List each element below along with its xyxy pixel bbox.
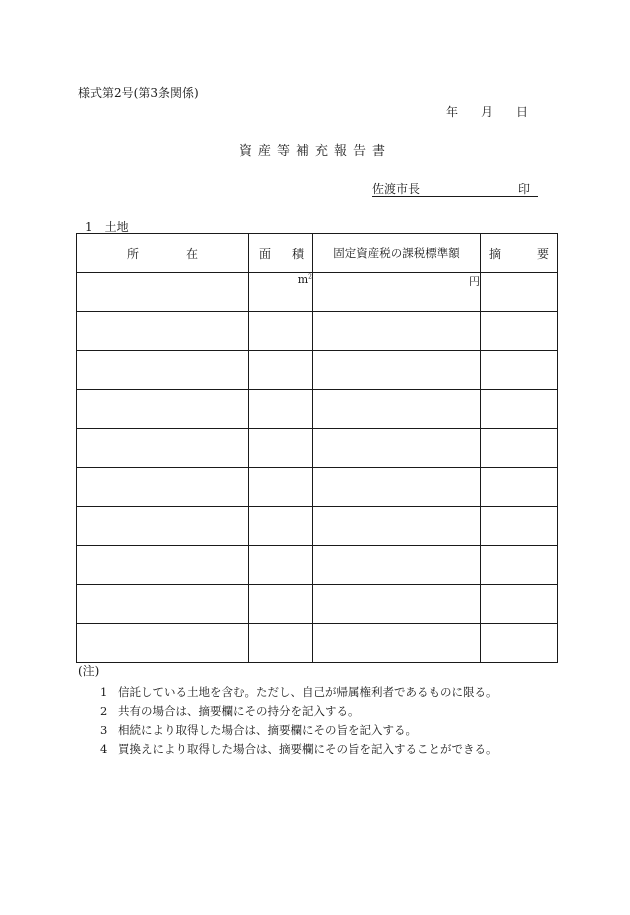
table-row (77, 351, 558, 390)
location-cell[interactable] (77, 585, 249, 624)
header-location-b: 在 (185, 246, 198, 261)
area-cell[interactable] (249, 312, 313, 351)
yen-unit: 円 (469, 275, 480, 288)
tax-base-cell[interactable] (313, 273, 481, 312)
area-cell[interactable] (249, 585, 313, 624)
date-month-label: 月 (481, 105, 494, 119)
table-row (77, 624, 558, 663)
tax-base-cell[interactable] (313, 429, 481, 468)
note-number: 4 (100, 742, 108, 756)
area-cell[interactable] (249, 429, 313, 468)
remarks-cell[interactable] (481, 546, 558, 585)
tax-base-cell[interactable] (313, 468, 481, 507)
note-item (100, 740, 498, 759)
tax-base-cell[interactable] (313, 507, 481, 546)
remarks-cell[interactable] (481, 390, 558, 429)
header-location-a: 所 (127, 246, 140, 261)
remarks-cell[interactable] (481, 312, 558, 351)
table-row (77, 429, 558, 468)
table-row (77, 585, 558, 624)
tax-base-cell[interactable] (313, 546, 481, 585)
note-number: 2 (100, 704, 108, 718)
table-row (77, 390, 558, 429)
tax-base-cell[interactable] (313, 312, 481, 351)
tax-base-cell[interactable] (313, 351, 481, 390)
remarks-cell[interactable] (481, 273, 558, 312)
note-item (100, 702, 498, 721)
form-number: 様式第2号(第3条関係) (78, 86, 199, 100)
document-title: 資産等補充報告書 (238, 144, 391, 159)
area-cell[interactable] (249, 351, 313, 390)
header-remarks (481, 234, 558, 273)
location-cell[interactable] (77, 429, 249, 468)
table-header-row (77, 234, 558, 273)
note-text: 信託している土地を含む。ただし、自己が帰属権利者であるものに限る。 (118, 685, 498, 699)
note-item (100, 683, 498, 702)
table-row (77, 312, 558, 351)
table-row (77, 468, 558, 507)
location-cell[interactable] (77, 351, 249, 390)
header-area-a: 面 (259, 246, 272, 261)
seal-mark: 印 (517, 182, 530, 196)
remarks-cell[interactable] (481, 351, 558, 390)
header-area-b: 積 (291, 246, 304, 261)
date-year-label: 年 (446, 105, 459, 119)
note-number: 3 (100, 723, 108, 737)
remarks-cell[interactable] (481, 585, 558, 624)
area-cell[interactable] (249, 507, 313, 546)
signature-line (372, 180, 538, 197)
header-tax-base: 固定資産税の課税標準額 (313, 234, 481, 273)
area-cell[interactable] (249, 546, 313, 585)
location-cell[interactable] (77, 468, 249, 507)
location-cell[interactable] (77, 312, 249, 351)
note-text: 共有の場合は、摘要欄にその持分を記入する。 (118, 704, 360, 718)
note-item (100, 721, 498, 740)
location-cell[interactable] (77, 546, 249, 585)
tax-base-cell[interactable] (313, 624, 481, 663)
note-text: 買換えにより取得した場合は、摘要欄にその旨を記入することができる。 (118, 742, 498, 756)
land-table (76, 233, 558, 663)
location-cell[interactable] (77, 273, 249, 312)
remarks-cell[interactable] (481, 624, 558, 663)
addressee: 佐渡市長 (372, 182, 421, 196)
header-area (249, 234, 313, 273)
tax-base-cell[interactable] (313, 585, 481, 624)
header-location (77, 234, 249, 273)
area-unit: m (297, 273, 309, 286)
header-remarks-b: 要 (536, 246, 549, 261)
area-cell[interactable] (249, 468, 313, 507)
area-unit-sup: 2 (308, 273, 312, 281)
section-heading: 1 土地 (85, 220, 129, 234)
location-cell[interactable] (77, 624, 249, 663)
header-remarks-a: 摘 (489, 246, 502, 261)
area-cell[interactable] (249, 390, 313, 429)
remarks-cell[interactable] (481, 429, 558, 468)
table-row (77, 546, 558, 585)
notes-list (100, 683, 498, 759)
table-row (77, 507, 558, 546)
tax-base-cell[interactable] (313, 390, 481, 429)
remarks-cell[interactable] (481, 507, 558, 546)
area-cell[interactable] (249, 624, 313, 663)
note-text: 相続により取得した場合は、摘要欄にその旨を記入する。 (118, 723, 417, 737)
date-day-label: 日 (516, 105, 529, 119)
table-row (77, 273, 558, 312)
note-number: 1 (100, 685, 108, 699)
location-cell[interactable] (77, 507, 249, 546)
location-cell[interactable] (77, 390, 249, 429)
area-cell[interactable] (249, 273, 313, 312)
notes-heading: (注) (78, 664, 100, 678)
remarks-cell[interactable] (481, 468, 558, 507)
